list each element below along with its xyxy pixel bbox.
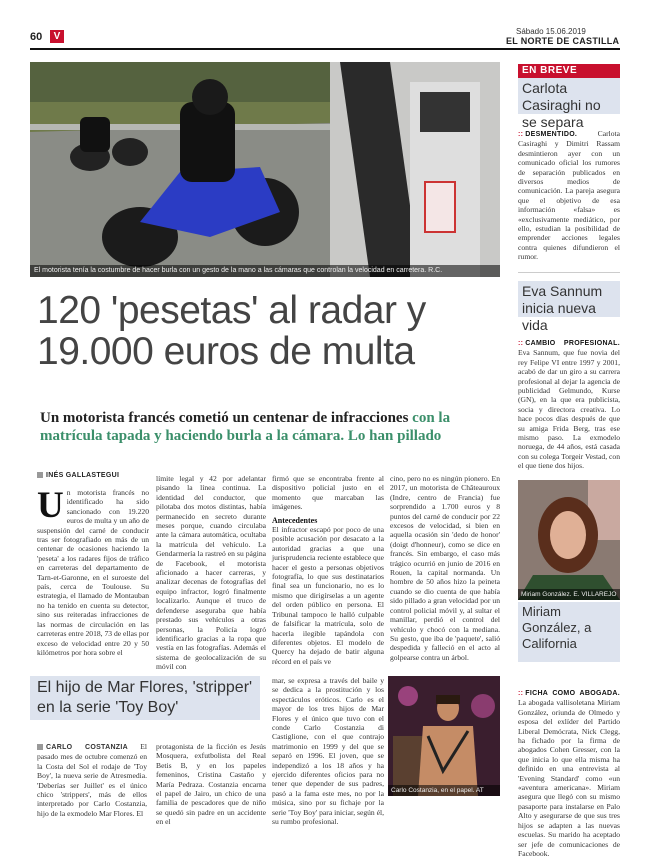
article-column-1 [37,485,149,673]
brief-headline-2: Eva Sannum inicia nueva vida [518,281,620,317]
brief-headline-3: Miriam González, a California [518,602,620,662]
article-column-4: cino, pero no es ningún pionero. En 2017, un motorista de Châteauroux (Indre, centro de Francia) fue sorprendido a 1.700 euros y 8 puntos del carné de conducir por 22 excesos de velocidad, si bien en aquella ocasión sin 'dedo de honor' (doigt d'honneur), como se dice en francés. Sin embargo, el caso más trágico ocurrió en junio de 2016 en Rouen, la capital normanda. Un hombre de 50 años hizo la peineta cuando se dio cuenta de que había sido pillado a gran velocidad por un control policial móvil y, al sultar el manillar, perdió el control del vehículo y chocó con la mediana. Su gesto, que iba de 'paquete', salió despedida y falleció en el acto al golpearse contra un árbol. [390,474,500,662]
byline: INÉS GALLASTEGUI [37,472,119,479]
column-text: El pasado mes de octubre comenzó en la Costa del Sol el rodaje de 'Toy Boy', la nueva serie de Atresmedia. 'Deberías ser Juillet' es el único chico 'strippers', más de ellos interpretado por Carlo Costanzia, hijo de la exmodelo Mar Flores. El [37,742,147,818]
divider [518,272,620,273]
article-column-2: límite legal y 42 por adelantar pisando la línea continua. La identidad del conductor, que pilotaba dos motos distintas, había permanecido en secreto durante meses porque, cuando circulaba ante la cámara automática, ocultaba la matrícula del vehículo. La Gendarmería la rastreó en su página de Facebook, el motorista aficionado a hacer carreras, y analizar decenas de fotografías del equipo infractor, logró finalmente localizarlo. Aunque el truco de defenderse aseguraba que había prestado sus vehículos a otras personas, la Policía logró identificarlo gracias a la ropa que vestía en las fotografías. Además el sistema de geolocalización de su móvil con [156,474,266,672]
section-subhead: Antecedentes [272,515,318,525]
miriam-photo [518,480,620,600]
page-number: 60 [30,31,43,43]
main-headline: 120 'pesetas' al radar y 19.000 euros de multa [37,289,426,373]
caption-text: Miriam González. [521,591,572,598]
brief-kicker: :: CAMBIO PROFESIONAL. [518,340,620,347]
column-text: n motorista francés no identificado ha sido sancionado con 19.220 euros de multa y un año de suspensión del carné de conducir tras ser fotografiado en más de un centenar de ocasiones haciendo la 'peseta' a los radares fijos de tráfico en carreteras del departamento de Tarn-et-Garonne, en el suroeste del país, cerca de Toulouse. Su estrategia, el llamado de Montauban no ha tenido en cuenta su detector, sino sus reiteradas infracciones de las normas de circulación en las carreteras entre 2018, 73 de ellas por exceso de velocidad entre 20 y 50 kilómetros por hora sobre el [37,488,149,657]
brief-text-2 [518,338,620,471]
caption-text: El motorista tenía la costumbre de hacer burla con un gesto de la mano a las cámaras que controlan la velocidad en carretera. [34,267,427,274]
main-subheadline [40,409,480,445]
brief-text-1 [518,129,620,262]
stripper-photo [388,676,500,796]
subhead-black: Un motorista francés cometió un centenar de infracciones [40,410,409,426]
brief-body: La abogada vallisoletana Miriam González, oriunda de Olmedo y esposa del exlíder del Partido Liberal Demócrata, Nick Clegg, ha fichado por la firma de abogados Cohen Gresser, con la que inicia lo que ella misma ha definido en una entrevista al 'Evening Standard' como «un «aventura americana». Miriam asegura que llegó con su mismo pasaporte para instalarse en Palo Alto y asegurarse de que sus tres hijos se adapten a las nuevas escuelas. Su marido ha aceptado ser jefe de comunicaciones de Facebook. [518,698,620,858]
column-text: firmó que se encontraba frente al dispositivo policial justo en el momento que marcaban las imágenes. [272,474,384,512]
brief-text-3 [518,688,620,858]
subhead-green: con la matrícula tapada y haciendo burla a la cámara. Lo han pillado [40,410,451,444]
second-byline: CARLO COSTANZIA [37,744,128,751]
photo-credit: R.C. [428,267,443,274]
newspaper-name: EL NORTE DE CASTILLA [506,36,620,46]
photo-caption-2 [388,785,500,796]
brief-body: Eva Sannum, que fue novia del rey Felipe VI entre 1997 y 2001, acabó de dar un giro a su carrera profesional al dejar la agencia de publicidad Gelmundo, Kurse (GN), en la que era publicista, socia y directora creativa. Lo hace pocos días después de que su amiga Frida Berg, tras ese mismo paso. La exmodelo noruega, de 44 años, está casada con su colega Torgeir Vestad, con el que tiene dos hijos. [518,348,620,471]
header-rule [30,48,620,50]
photo-credit: E. VILLAREJO [573,591,617,598]
photo-caption [30,265,500,277]
second-column-3: mar, se expresa a través del baile y se dedica a la prostitución y los espectáculos eróticos. Carlo es el mayor de los tres hijos de Mar Flores y el único que tuvo con el conde Carlo Costanzia di Castiglione, con el que contrajo matrimonio en 1999 y del que se separó en 1996. El joven, que se independizó a los 18 años y ha ejercido diferentes oficios para no tener que depender de sus padres, pasó a la fama este mes, no por la música, sino por su fichaje por la serie 'Toy Boy' para iniciar, según él, su rumbo profesional. [272,676,384,827]
photo-credit: AT [475,787,484,794]
drop-cap: U [37,485,64,526]
section-label: EN BREVE [518,64,620,78]
brief-headline-1: Carlota Casiraghi no se separa [518,78,620,114]
brief-body: Carlota Casiraghi y Dimitri Rassam desmintieron ayer con un comunicado oficial los rumores de separación publicados en diversos medios de comunicación. La pareja asegura que el objetivo de esa información «falsa» es «exclusivamente mediático, por ello, estudian la posibilidad de emprender acciones legales contra quienes difundieron el rumor. [518,129,620,262]
brief-kicker: :: FICHA COMO ABOGADA. [518,690,620,697]
motorcycle-photo [30,62,500,277]
second-column-1 [37,742,147,827]
article-column-3 [272,474,384,674]
brief-kicker: :: DESMENTIDO. [518,131,577,138]
second-headline: El hijo de Mar Flores, 'stripper' en la serie 'Toy Boy' [37,679,253,716]
photo-caption-3 [518,589,620,600]
issue-date: Sábado 15.06.2019 [516,27,586,36]
column-text: El infractor escapó por poco de una posible acusación por desacato a la autoridad gracias a que una jurisprudencia reciente establece que hacer el gesto a personas objetivos fotografía, lo que sus destinatarios final sea un funcionario, no es lo mismo que dirigírselas a un agente del orden público en persona. El Tribunal tampoco le halló culpable de falsificar la matrícula, solo de hacerla ilegible tapándola con diferentes objetos. El modelo de Quercy ha dejado de batir alguna récord en el país ve [272,525,384,666]
second-column-2: protagonista de la ficción es Jesús Mosquera, exfutbolista del Real Betis B, y en los papeles femeninos, Cristina Castaño y María Pedraza. Costanzia encarna el papel de Jairo, un chico de una familia de pescadores que de niño se quedó sin padre en un accidente en el [156,742,266,827]
caption-text: Carlo Costanzia, en el papel. [391,787,475,794]
section-badge: V [50,30,64,43]
